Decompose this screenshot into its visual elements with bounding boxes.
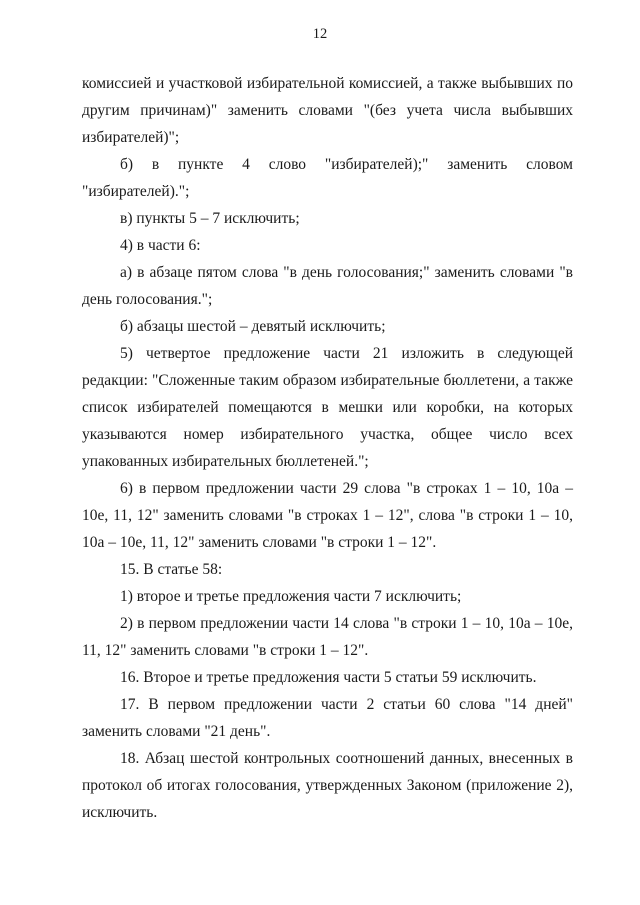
paragraph-item-4-part-6: 4) в части 6:: [120, 237, 201, 254]
paragraph-item-b-abzacy: б) абзацы шестой – девятый исключить;: [120, 318, 386, 335]
paragraph-item-v-points-5-7: в) пункты 5 – 7 исключить;: [120, 210, 300, 227]
paragraph-item-a-abzac-5: а) в абзаце пятом слова "в день голосования;" заменить словами "в день голосования.";: [82, 264, 573, 308]
paragraph-item-2-part-14: 2) в первом предложении части 14 слова "в строки 1 – 10, 10а – 10е, 11, 12" заменить словами "в строки 1 – 12".: [82, 615, 573, 659]
paragraph-item-6-part-29: 6) в первом предложении части 29 слова "в строках 1 – 10, 10а – 10е, 11, 12" заменить словами "в строках 1 – 12", слова "в строки 1 – 10, 10а – 10е, 11, 12" заменить словами "в строки 1 – 12".: [82, 480, 573, 551]
paragraph-item-5-part-21: 5) четвертое предложение части 21 изложить в следующей редакции: "Сложенные таким образом избирательные бюллетени, а также список избирателей помещаются в мешки или коробки, на которых указываются номер избирательного участка, общее число всех упакованных избирательных бюллетеней.";: [82, 345, 573, 470]
paragraph-item-1-part-7: 1) второе и третье предложения части 7 исключить;: [120, 588, 462, 605]
page-number: 12: [312, 26, 328, 42]
paragraph-16: 16. Второе и третье предложения части 5 статьи 59 исключить.: [120, 669, 537, 686]
paragraph-18: 18. Абзац шестой контрольных соотношений данных, внесенных в протокол об итогах голосования, утвержденных Законом (приложение 2), исключить.: [82, 750, 573, 821]
paragraph-17: 17. В первом предложении части 2 статьи 60 слова "14 дней" заменить словами "21 день".: [82, 696, 573, 740]
paragraph-article-58: 15. В статье 58:: [120, 561, 223, 578]
document-body: [82, 70, 573, 826]
paragraph-continuation: комиссией и участковой избирательной комиссией, а также выбывших по другим причинам)" заменить словами "(без учета числа выбывших избирателей)";: [82, 75, 573, 146]
paragraph-item-b-point-4: б) в пункте 4 слово "избирателей);" заменить словом "избирателей).";: [82, 156, 573, 200]
